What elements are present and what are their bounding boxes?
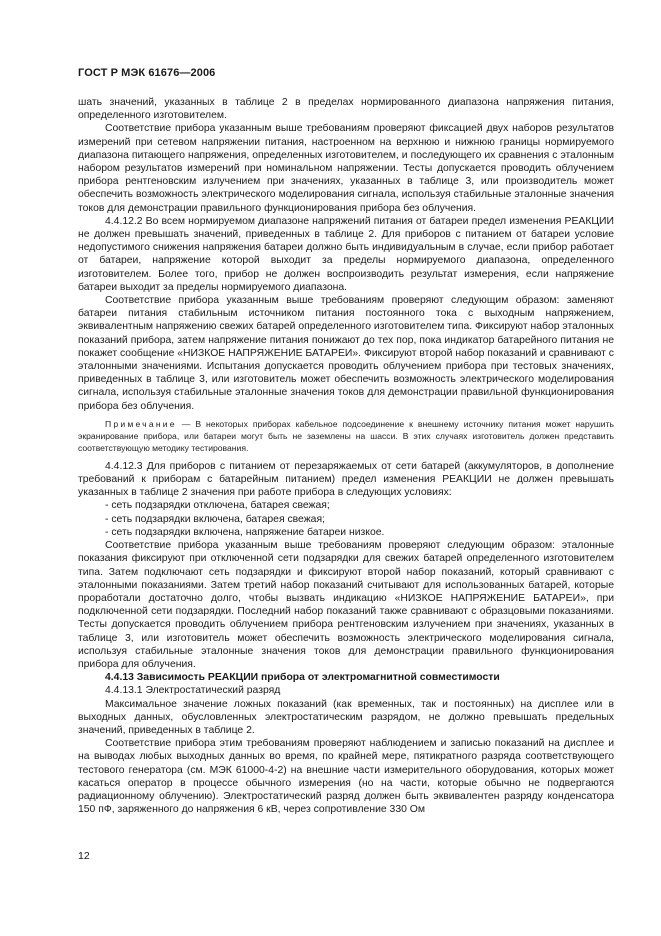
paragraph-compliance-mains: Соответствие прибора указанным выше требованиям проверяют фиксацией двух наборов результатов измерений при сетевом напряжении питания, настроенном на верхнюю и нижнюю границы нормируемого диапазона питающего напряжения, определенных изготовителем, и последующего их сравнения с эталонным набором результатов измерений при номинальном напряжении. Тесты допускается проводить облучением прибора рентгеновским излучением при значениях, указанных в таблице 3, или производитель может обеспечить возможность электрического моделирования сигнала, используя стабильные эталонные значения токов для демонстрации правильного функционирования прибора без облучения. <box>78 123 614 214</box>
list-item: - сеть подзарядки отключена, батарея свежая; <box>105 500 330 512</box>
paragraph-esd-compliance: Соответствие прибора этим требованиям проверяют наблюдением и записью показаний на дисплее и на выводах любых выходных данных во время, по крайней мере, пятикратного разряда соответствующего тестового генератора (см. МЭК 61000-4-2) на внешние части измерительного оборудования, которых может касаться оператор в процессе обычного измерения (но на части, которые обычно не подвергаются радиационному облучению). Электростатический разряд должен быть эквивалентен разряду конденсатора 150 пФ, заряженного до напряжения 6 кВ, через сопротивление 330 Ом <box>78 738 614 816</box>
section-heading-4-4-13: 4.4.13 Зависимость РЕАКЦИИ прибора от электромагнитной совместимости <box>105 672 500 684</box>
list-item: - сеть подзарядки включена, напряжение батареи низкое. <box>105 526 385 538</box>
paragraph-4-4-12-3: 4.4.12.3 Для приборов с питанием от перезаряжаемых от сети батарей (аккумуляторов, в дополнение требований к приборам с батарейным питанием) предел изменения РЕАКЦИИ не должен превышать указанных в таблице 2 значения при работе прибора в следующих условиях: <box>78 460 614 499</box>
note-paragraph <box>78 418 614 454</box>
document-body <box>78 96 614 816</box>
paragraph-4-4-12-2: 4.4.12.2 Во всем нормируемом диапазоне напряжений питания от батареи предел изменения РЕАКЦИИ не должен превышать значений, приведенных в таблице 2. Для приборов с питанием от батареи условие недопустимого снижения напряжения батареи должно быть индивидуальным в случае, если прибор работает от батареи, напряжение которой выходит за пределы нормируемого диапазона, определенного изготовителем. Более того, прибор не должен воспроизводить результат измерения, если напряжение батареи выходит за пределы нормируемого диапазона. <box>78 215 614 293</box>
paragraph-esd-requirement: Максимальное значение ложных показаний (как временных, так и постоянных) на дисплее или в выходных данных, обусловленных электростатическим разрядом, не должно превышать предельных значений, приведенных в таблице 2. <box>78 698 614 736</box>
page-header-title: ГОСТ Р МЭК 61676—2006 <box>78 67 216 79</box>
subsection-heading-4-4-13-1: 4.4.13.1 Электростатический разряд <box>105 685 281 697</box>
note-text: — В некоторых приборах кабельное подсоединение к внешнему источнику питания может нарушить экранирование прибора, или батареи могут быть не заземлены на шасси. В этих случаях изготовитель должен представить соответствующую методику тестирования. <box>78 418 615 453</box>
paragraph-continuation: шать значений, указанных в таблице 2 в пределах нормированного диапазона напряжения питания, определенного изготовителем. <box>78 97 614 122</box>
paragraph-compliance-battery: Соответствие прибора указанным выше требованиям проверяют следующим образом: заменяют батареи питания стабильным источником питания постоянного тока с выходным напряжением, эквивалентным напряжению свежих батарей определенного изготовителем типа. Фиксируют набор эталонных показаний прибора, затем напряжение питания понижают до тех пор, пока индикатор батарейного питания не покажет сообщение «НИЗКОЕ НАПРЯЖЕНИЕ БАТАРЕИ». Фиксируют второй набор показаний и сравнивают с эталонными значениями. Испытания допускается проводить облучением прибора при тестовых значениях, приведенных в таблице 3, или изготовитель может обеспечить возможность электрического моделирования сигнала, используя стабильные эталонные значения токов для демонстрации правильной функционирования прибора без облучения. <box>78 295 614 412</box>
paragraph-compliance-recharge: Соответствие прибора указанным выше требованиям проверяют следующим образом: эталонные показания фиксируют при отключенной сети подзарядки для свежих батарей определенного изготовителем типа. Затем подключают сеть подзарядки и фиксируют второй набор показаний, который сравнивают с эталонными показаниями. Затем третий набор показаний считывают для использованных батарей, которые проработали достаточно долго, чтобы вызвать индикацию «НИЗКОЕ НАПРЯЖЕНИЕ БАТАРЕИ», при подключенной сети подзарядки. Последний набор показаний также сравнивают с образцовыми показаниями. Тесты допускается проводить облучением прибора рентгеновским излучением при значениях, указанных в таблице 3, или изготовитель может обеспечить возможность электрического моделирования сигнала, используя стабильные эталонные значения токов для демонстрации правильного функционирования прибора для облучения. <box>78 540 614 670</box>
note-label: Примечание <box>105 418 177 429</box>
list-item: - сеть подзарядки включена, батарея свежая; <box>105 513 325 525</box>
page-number: 12 <box>78 850 90 862</box>
